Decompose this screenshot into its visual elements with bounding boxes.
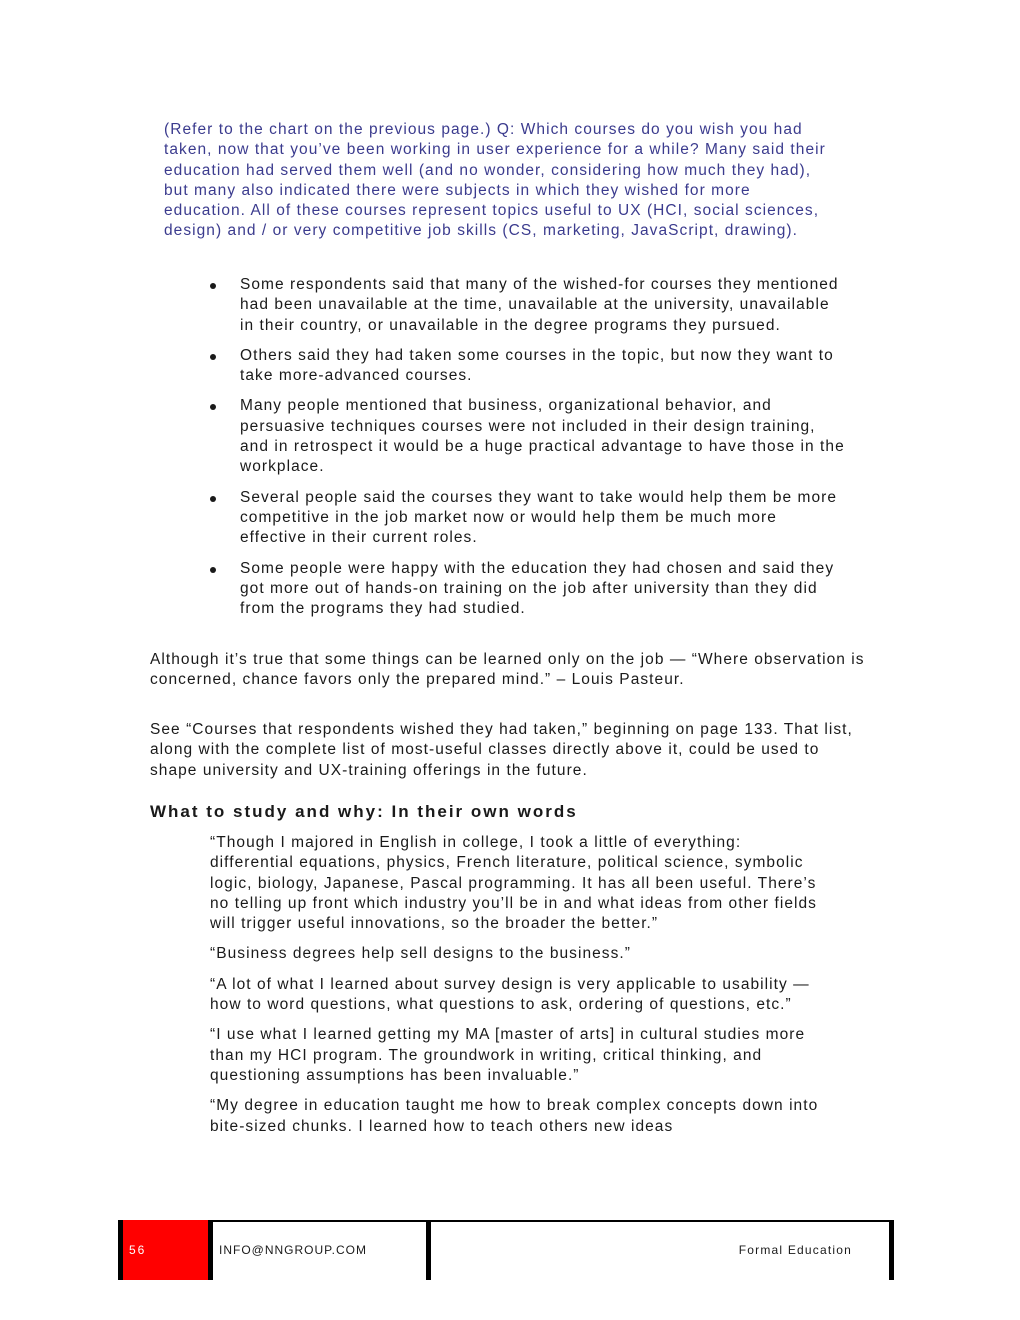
bullet-text: Some respondents said that many of the wished-for courses they mentioned had been unavailable at the time, unavailable at the university, unavailable in their country, or unavailable in the degree programs they pursued. [240,276,839,334]
bullet-list [200,275,845,629]
footer-section-title: Formal Education [738,1243,852,1257]
footer-rule [118,1220,894,1222]
quote-list [210,833,820,1147]
body-paragraph: Although it’s true that some things can be learned only on the job — “Where observation is concerned, chance favors only the prepared mind.” – Louis Pasteur. [150,651,865,689]
bullet-text: Several people said the courses they want to take would help them be more competitive in the job market now or would help them be much more effective in their current roles. [240,488,838,547]
bullet-icon [210,404,216,410]
bullet-icon [210,354,216,360]
quote-paragraph: “Though I majored in English in college, I took a little of everything: differential equations, physics, French literature, political science, symbolic logic, biology, Japanese, Pascal programming. It has all been useful. There’s no telling up front which industry you’ll be in and what ideas from other fields will trigger useful innovations, so the broader the better.” [210,834,817,933]
section-heading: What to study and why: In their own words [150,802,578,821]
quote-paragraph: “A lot of what I learned about survey design is very applicable to usability — how to word questions, what questions to ask, ordering of questions, etc.” [210,975,810,1014]
bullet-text: Some people were happy with the education they had chosen and said they got more out of hands-on training on the job after university than they did from the programs they had studied. [240,559,835,618]
quote-paragraph: “My degree in education taught me how to break complex concepts down into bite-sized chunks. I learned how to teach others new ideas [210,1097,819,1135]
footer-divider [889,1220,894,1280]
bullet-item [200,559,845,620]
bullet-icon [210,496,216,502]
footer-divider [426,1220,431,1280]
page-number: 56 [129,1243,147,1257]
quote-paragraph: “Business degrees help sell designs to the business.” [210,945,631,963]
footer-divider [208,1220,213,1280]
bullet-text: Many people mentioned that business, organizational behavior, and persuasive techniques courses were not included in their design training, and in retrospect it would be a huge practical advantage to have those in the workplace. [240,397,845,476]
bullet-item [200,346,845,387]
body-paragraph: See “Courses that respondents wished they had taken,” beginning on page 133. That list, along with the complete list of most-useful classes directly above it, could be used to shape university and UX-training offerings in the future. [150,721,853,779]
bullet-item [200,396,845,477]
footer-page-block [118,1220,208,1280]
bullet-item [200,275,845,336]
bullet-icon [210,283,216,289]
page-footer [118,1220,896,1280]
bullet-text: Others said they had taken some courses in the topic, but now they want to take more-advanced courses. [240,346,834,385]
quote-paragraph: “I use what I learned getting my MA [master of arts] in cultural studies more than my HCI program. The groundwork in writing, critical thinking, and questioning assumptions has been invaluable.” [210,1026,806,1084]
bullet-item [200,488,845,549]
bullet-icon [210,567,216,573]
footer-email-link[interactable]: INFO@NNGROUP.COM [219,1243,367,1257]
footer-divider [118,1220,123,1280]
figure-caption: (Refer to the chart on the previous page.) Q: Which courses do you wish you had taken, now that you’ve been working in user experience for a while? Many said their education had served them well (and no wonder, considering how much they had), but many also indicated there were subjects in which they wished for more education. All of these courses represent topics useful to UX (HCI, social sciences, design) and / or very competitive job skills (CS, marketing, JavaScript, drawing). [164,121,826,240]
